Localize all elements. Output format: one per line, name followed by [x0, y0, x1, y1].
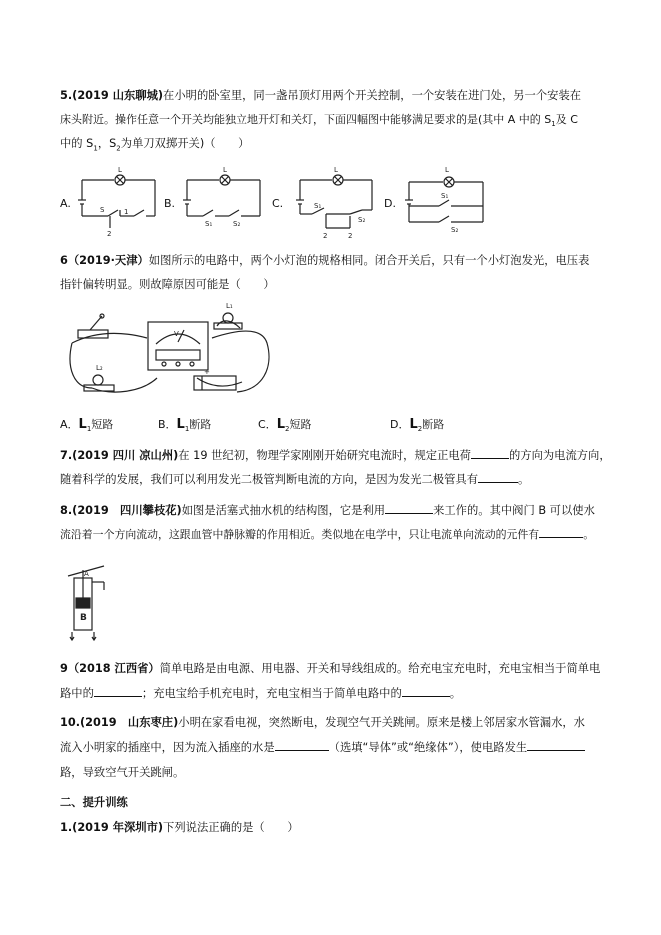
svg-text:B: B [80, 613, 87, 623]
svg-text:L: L [445, 166, 449, 174]
section-2-title: 二、提升训练 [60, 796, 128, 809]
q5-option-c-label: C. [272, 197, 284, 210]
svg-text:A: A [84, 570, 89, 578]
q7-blank-1[interactable] [471, 448, 509, 459]
svg-text:2: 2 [323, 232, 328, 240]
q7-blank-2[interactable] [478, 472, 518, 483]
svg-text:2: 2 [348, 232, 353, 240]
wire [70, 343, 92, 388]
q6-option-d: D．$L_2$断路 [390, 417, 445, 434]
circuit-diagram-c [290, 166, 376, 240]
q5-source: (2019 山东聊城) [72, 89, 164, 102]
q6-line2: 指针偏转明显。则故障原因可能是（ ） [60, 278, 275, 291]
q10-line1: 10.(2019 山东枣庄)小明在家看电视，突然断电，发现空气开关跳闸。原来是楼上邻居家水管漏水，水 [60, 716, 585, 729]
q5-line3: 中的 $S_1$，$S_2$为单刀双掷开关)（ ） [60, 137, 250, 153]
svg-text:S₂: S₂ [451, 226, 459, 234]
circuit-diagram-d [403, 166, 487, 236]
q7-number: 7. [60, 449, 73, 462]
svg-text:L₁: L₁ [226, 302, 233, 310]
q10-source: (2019 山东枣庄) [80, 716, 179, 729]
q7-source: (2019 四川 凉山州) [72, 449, 179, 462]
svg-text:1: 1 [124, 208, 129, 216]
svg-text:S₂: S₂ [358, 216, 366, 224]
svg-text:V: V [174, 330, 179, 338]
q9-source: （2018 江西省） [67, 662, 160, 675]
svg-text:S₂: S₂ [233, 220, 241, 228]
q9-number: 9 [60, 662, 68, 675]
q6-physical-circuit-figure [62, 298, 277, 403]
s2-q1-number: 1. [60, 821, 73, 834]
q8-blank-1[interactable] [385, 503, 433, 514]
q8-line2: 流沿着一个方向流动，这跟血管中静脉瓣的作用相近。类似地在电学中，只让电流单向流动的元件有 。 [60, 528, 595, 541]
svg-text:2: 2 [107, 230, 112, 238]
q9-blank-1[interactable] [94, 686, 142, 697]
svg-text:L: L [334, 166, 338, 174]
q8-number: 8. [60, 504, 73, 517]
q5-option-b-label: B. [164, 197, 176, 210]
battery-icon [194, 376, 236, 390]
q6-option-c: C．$L_2$短路 [258, 417, 312, 434]
q6-source: （2019·天津） [67, 254, 149, 267]
s2-q1-line: 1.(2019 年深圳市)下列说法正确的是（ ） [60, 821, 299, 834]
circuit-diagram-b [183, 166, 263, 236]
q5-line2: 床头附近。操作任意一个开关均能独立地开灯和关灯，下面四幅图中能够满足要求的是(其中 A 中的 $S_1$及 C [60, 113, 578, 129]
q9-blank-2[interactable] [402, 686, 450, 697]
q8-source: (2019 四川攀枝花) [72, 504, 182, 517]
q5-option-a-label: A. [60, 197, 71, 210]
svg-text:S₁: S₁ [441, 192, 449, 200]
q6-number: 6 [60, 254, 68, 267]
q10-line3: 路，导致空气开关跳闸。 [60, 766, 185, 779]
q9-line1: 9（2018 江西省）简单电路是由电源、用电器、开关和导线组成的。给充电宝充电时，充电宝相当于简单电 [60, 662, 601, 675]
svg-text:L₂: L₂ [96, 364, 103, 372]
q8-piston-pump-figure [60, 560, 110, 640]
svg-text:S₁: S₁ [314, 202, 322, 210]
q6-line1: 6（2019·天津）如图所示的电路中，两个小灯泡的规格相同。闭合开关后，只有一个小灯泡发光，电压表 [60, 254, 590, 267]
q5-number: 5. [60, 89, 73, 102]
svg-text:S: S [100, 206, 105, 214]
svg-text:L: L [223, 166, 227, 174]
circuit-diagram-a [78, 166, 158, 236]
q10-line2: 流入小明家的插座中，因为流入插座的水是 （选填“导体”或“绝缘体”），使电路发生 [60, 740, 585, 756]
q6-option-b: B．$L_1$断路 [158, 417, 212, 434]
q10-number: 10. [60, 716, 81, 729]
q7-line1: 7.(2019 四川 凉山州)在 19 世纪初，物理学家刚刚开始研究电流时，规定正电荷 的方向为电流方向， [60, 449, 611, 462]
s2-q1-source: (2019 年深圳市) [72, 821, 164, 834]
q10-blank-1[interactable] [275, 740, 329, 751]
svg-text:S₁: S₁ [205, 220, 213, 228]
q5-text: 在小明的卧室里，同一盏吊顶灯用两个开关控制，一个安装在进门处，另一个安装在 [163, 89, 582, 102]
q8-blank-2[interactable] [539, 527, 583, 538]
q10-blank-2[interactable] [527, 740, 585, 751]
lamp-l2-icon [93, 375, 103, 385]
q5-line1 [60, 88, 581, 104]
q6-option-a: A．$L_1$短路 [60, 417, 114, 434]
piston [76, 598, 90, 608]
lamp-label: L [118, 166, 122, 174]
q8-line1: 8.(2019 四川攀枝花)如图是活塞式抽水机的结构图，它是利用 来工作的。其中阀门 B 可以使水 [60, 504, 595, 517]
svg-text:+: + [204, 368, 210, 376]
q7-line2: 随着科学的发展，我们可以利用发光二极管判断电流的方向，是因为发光二极管具有 。 [60, 473, 530, 486]
q9-line2: 路中的 ；充电宝给手机充电时，充电宝相当于简单电路中的 。 [60, 687, 462, 700]
q5-option-d-label: D. [384, 197, 396, 210]
